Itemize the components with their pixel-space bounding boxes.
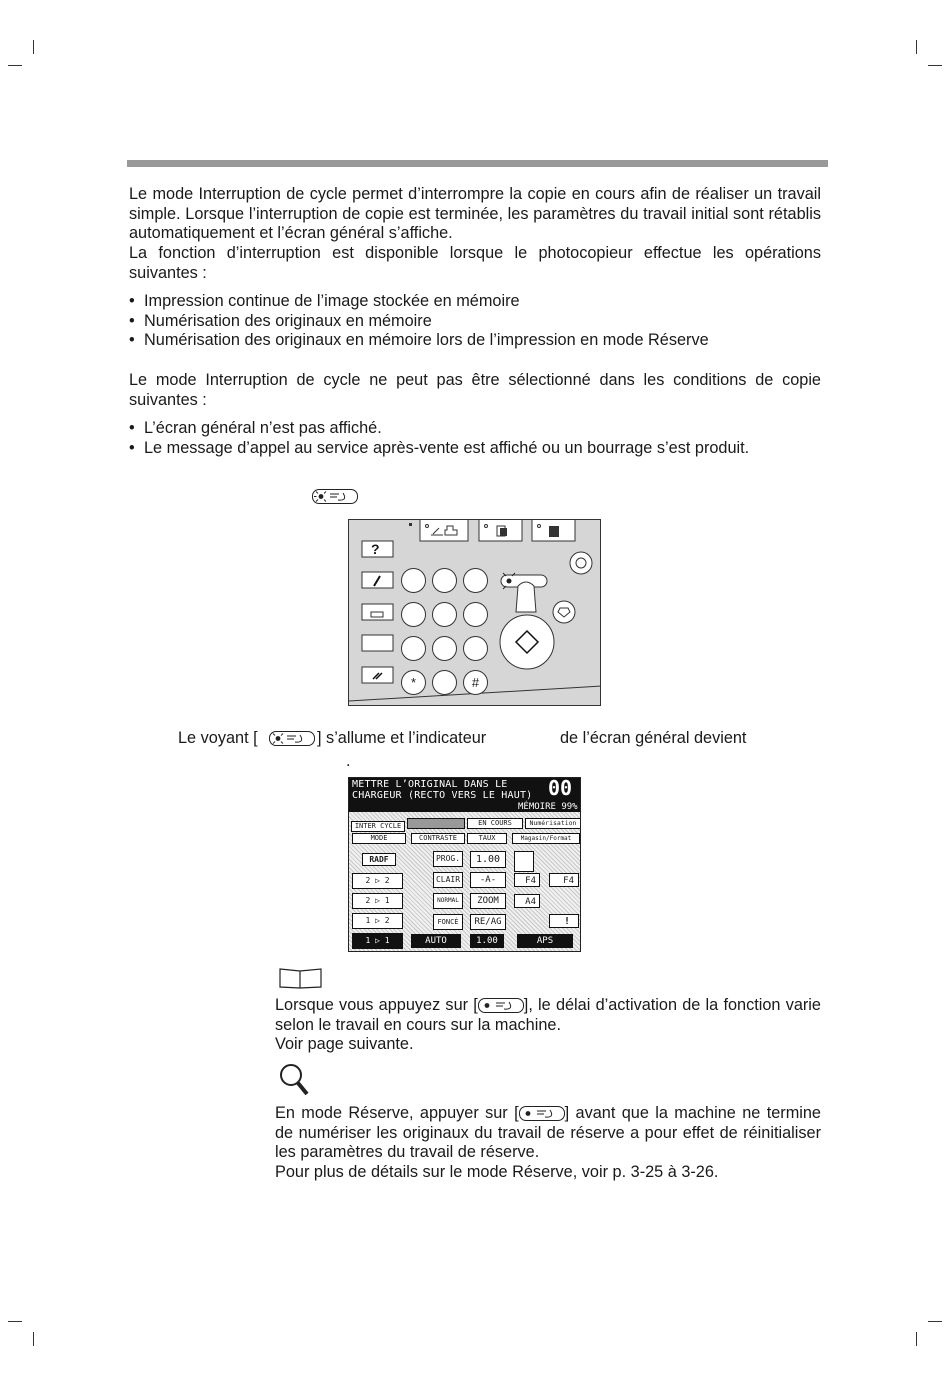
taux-a-button: -A- — [470, 872, 506, 888]
keypad-key — [432, 602, 457, 627]
keypad-key — [432, 636, 457, 661]
crop-mark — [916, 1332, 917, 1346]
copy-count: 00 — [548, 777, 573, 800]
intro-bullet-list — [129, 292, 829, 351]
aps-button: APS — [517, 934, 573, 948]
tab-numerisation: Numérisation — [525, 818, 581, 829]
keypad-key — [463, 568, 488, 593]
interrupt-key-icon — [312, 489, 358, 504]
numeric-keypad — [401, 568, 491, 698]
taux-bottom-value: 1.00 — [470, 934, 504, 948]
keypad-key — [463, 602, 488, 627]
fonce-button: FONCÉ — [433, 914, 463, 930]
list-item: • Numérisation des originaux en mémoire lors de l’impression en mode Réserve — [129, 331, 829, 351]
tray-f4-button: F4 — [514, 873, 540, 887]
crop-mark — [8, 65, 22, 66]
interrupt-key-icon — [269, 731, 315, 746]
keypad-key — [401, 568, 426, 593]
intro-paragraph: Le mode Interruption de cycle permet d’interrompre la copie en cours afin de réaliser un travail simple. Lorsque l’interruption de copie est terminée, les paramètres du travail initial sont rétablis automatiquement et l’écran général s’affiche. — [129, 185, 821, 243]
prog-button: PROG. — [433, 851, 463, 867]
keypad-key — [401, 636, 426, 661]
crop-mark — [928, 65, 942, 66]
column-taux: TAUX — [467, 833, 507, 844]
interrupt-key-icon — [478, 998, 524, 1013]
column-contraste: CONTRASTE — [411, 833, 465, 844]
control-panel-illustration — [348, 519, 601, 706]
auto-contrast-button: AUTO — [411, 934, 461, 948]
mode-button-selected: 1 ▷ 1 — [352, 933, 403, 949]
lcd-message-line1: METTRE L’ORIGINAL DANS LE — [352, 779, 508, 790]
list-item: • Le message d’appel au service après-vente est affiché ou un bourrage s’est produit. — [129, 439, 829, 459]
conditions-paragraph: Le mode Interruption de cycle ne peut pas être sélectionné dans les conditions de copie suivantes : — [129, 371, 821, 409]
intro-paragraph-2: La fonction d’interruption est disponible lorsque le photocopieur effectue les opérations suivantes : — [129, 244, 821, 282]
tip-paragraph: En mode Réserve, appuyer sur [ ] avant que la machine ne termine de numériser les originaux du travail de réserve a pour effet de réinitialiser les paramètres du travail de réserve. Pour plus de détails sur le mode Réserve, voir p. 3-25 à 3-26. — [275, 1104, 821, 1181]
help-key-label: ? — [371, 541, 380, 557]
tray-warning-button: ! — [549, 914, 579, 928]
crop-mark — [33, 1332, 34, 1346]
tab-inter-cycle: INTER CYCLE — [351, 821, 405, 832]
caption-text-3: de l’écran général devient — [560, 729, 747, 747]
column-magasin: Magasin/Format — [512, 833, 580, 844]
tray-a4-button: A4 — [514, 894, 540, 908]
caption-text-1: Le voyant [ — [178, 729, 258, 747]
radf-button: RADF — [362, 853, 396, 866]
magnifier-icon — [279, 1063, 311, 1102]
column-mode: MODE — [352, 833, 406, 844]
crop-mark — [33, 40, 34, 54]
clair-button: CLAIR — [433, 872, 463, 888]
zoom-button: ZOOM — [470, 893, 506, 909]
mode-button: 1 ▷ 2 — [352, 913, 403, 929]
keypad-key — [432, 568, 457, 593]
interrupt-key-icon — [519, 1106, 565, 1121]
conditions-bullet-list — [129, 419, 829, 458]
list-item: • L’écran général n’est pas affiché. — [129, 419, 829, 439]
caption-end: . — [346, 752, 351, 770]
keypad-key — [401, 602, 426, 627]
tray-icon — [514, 851, 534, 872]
list-item: • Impression continue de l’image stockée en mémoire — [129, 292, 829, 312]
keypad-key — [463, 636, 488, 661]
book-icon — [279, 967, 322, 994]
reag-button: RE/AG — [470, 914, 506, 930]
crop-mark — [928, 1321, 942, 1322]
taux-value: 1.00 — [470, 851, 506, 868]
normal-button: NORMAL — [433, 893, 463, 909]
note-paragraph: Lorsque vous appuyez sur [ ], le délai d’activation de la fonction varie selon le travail en cours sur la machine. Voir page suivante. — [275, 996, 821, 1054]
mode-button: 2 ▷ 2 — [352, 873, 403, 889]
keypad-key — [432, 670, 457, 695]
caption-text-2: ] s’allume et l’indicateur — [317, 729, 487, 747]
section-rule — [127, 160, 828, 167]
mode-button: 2 ▷ 1 — [352, 893, 403, 909]
tab-en-cours: EN COURS — [467, 818, 523, 829]
keypad-key-star: * — [401, 670, 426, 695]
lcd-screen-illustration — [348, 777, 581, 952]
crop-mark — [916, 40, 917, 54]
keypad-key-hash: # — [463, 670, 488, 695]
crop-mark — [8, 1321, 22, 1322]
tray-f4-button: F4 — [549, 873, 579, 887]
list-item: • Numérisation des originaux en mémoire — [129, 312, 829, 332]
memory-indicator: MÉMOIRE 99% — [518, 802, 578, 812]
lcd-message-line2: CHARGEUR (RECTO VERS LE HAUT) — [352, 790, 533, 801]
